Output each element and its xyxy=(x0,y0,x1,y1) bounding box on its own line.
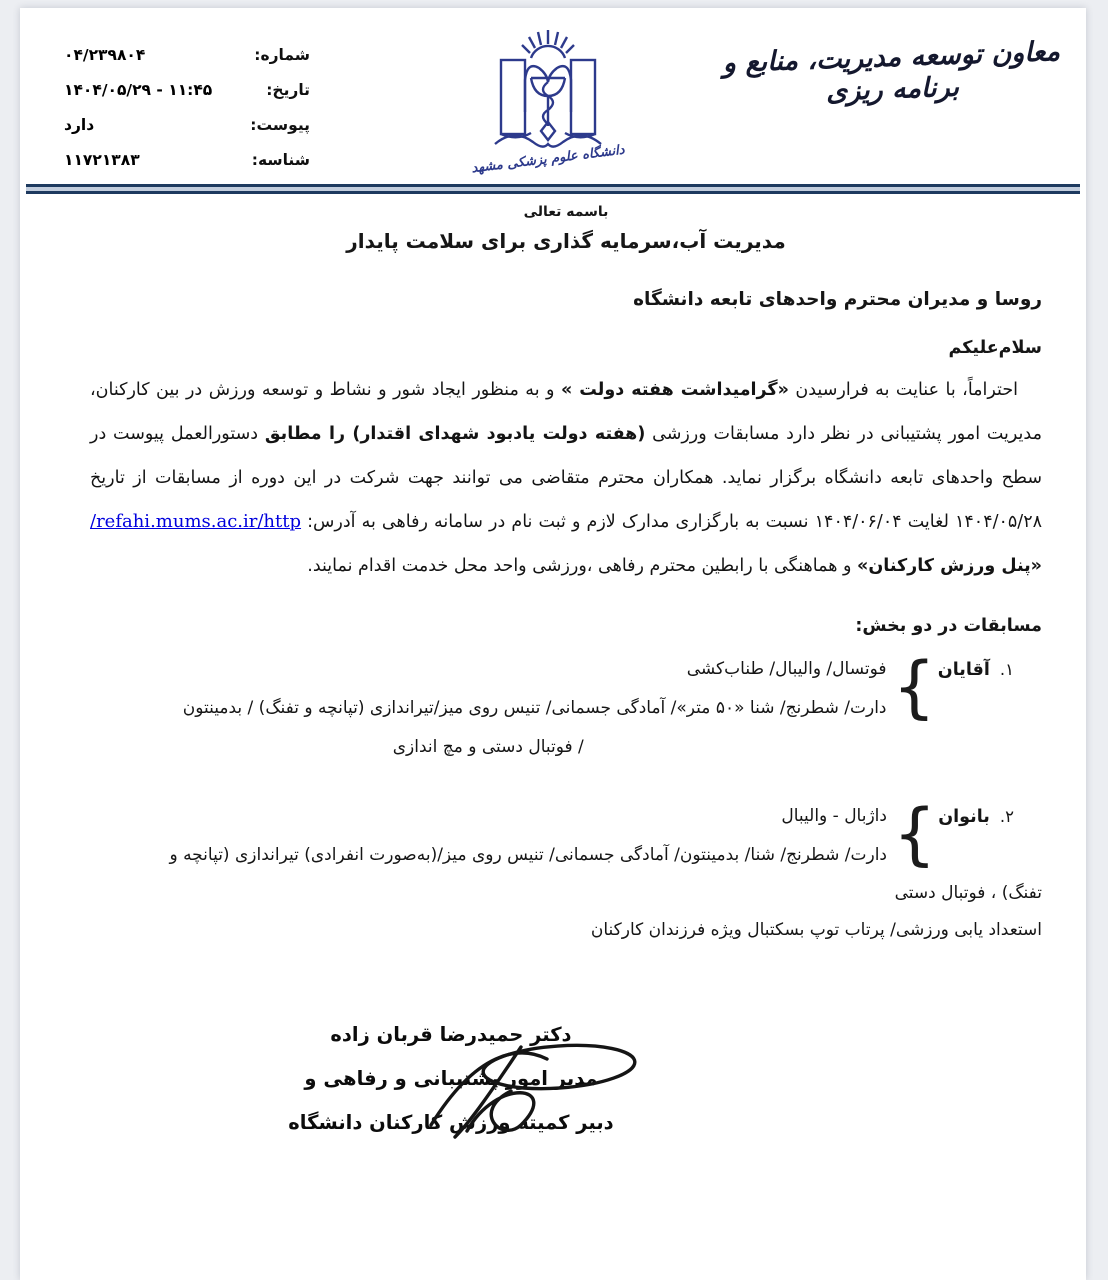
paragraph-text: و به منظور ایجاد شور و نشاط و توسعه ورزش در بین کارکنان، مدیریت امور پشتیبانی در نظر دارد مسابقات ورزشی xyxy=(90,380,1042,444)
main-paragraph xyxy=(90,368,1042,588)
section-number: ۱. xyxy=(999,660,1014,679)
sport-list-line: تفنگ) ، فوتبال دستی xyxy=(894,883,1042,903)
meta-value: دارد xyxy=(64,116,95,134)
meta-label: پیوست: xyxy=(250,116,310,134)
paragraph-text: دستورالعمل پیوست در سطح واحدهای تابعه دانشگاه برگزار نماید. همکاران محترم متقاضی می توانند جهت شرکت در این دوره از مسابقات از تاریخ ۱۴۰۴/۰۵/۲۸ لغایت ۱۴۰۴/۰۶/۰۴ نسبت به بارگزاری مدارک لازم و ثبت نام در سامانه رفاهی به آدرس: xyxy=(90,424,1042,532)
letter-body xyxy=(20,204,1086,1145)
refahi-portal-link[interactable]: /refahi.mums.ac.ir/http xyxy=(90,511,302,532)
meta-row-number xyxy=(62,46,310,81)
section-women-row xyxy=(90,797,1042,875)
bismillah: باسمه تعالی xyxy=(523,204,609,220)
sections-heading: مسابقات در دو بخش: xyxy=(855,616,1042,636)
paragraph-text: احتراماً، با عنایت به فرارسیدن xyxy=(788,380,1019,400)
bold-staff-sport-panel: «پنل ورزش کارکنان» xyxy=(857,556,1042,576)
meta-value: ۰۴/۲۳۹۸۰۴ xyxy=(64,46,146,64)
meta-label: شماره: xyxy=(254,46,310,64)
signer-title-1: مدیر امور پشتیبانی و رفاهی و xyxy=(304,1067,598,1090)
logo-caption: دانشگاه علوم پزشکی مشهد xyxy=(470,142,626,177)
meta-row-date xyxy=(62,81,310,116)
bold-event-title: (هفته دولت یادبود شهدای اقتدار) را مطابق xyxy=(264,424,646,444)
salutation: سلام‌علیکم xyxy=(948,338,1042,358)
addressee-line: روسا و مدیران محترم واحدهای تابعه دانشگاه xyxy=(633,289,1042,310)
meta-row-attachment xyxy=(62,116,310,151)
signer-title-2: دبیر کمیته ورزش کارکنان دانشگاه xyxy=(288,1111,614,1134)
section-men-row xyxy=(90,650,1042,767)
bold-government-week: «گرامیداشت هفته دولت » xyxy=(560,380,789,400)
letter-page xyxy=(20,8,1086,1280)
meta-value: ۱۱۷۲۱۳۸۳ xyxy=(64,151,140,169)
sport-list-line: دارت/ شطرنج/ شنا «۵۰ متر»/ آمادگی جسمانی/ تنیس روی میز/تیراندازی (تپانچه و تفنگ) / بدمینتون xyxy=(182,698,887,718)
meta-label: شناسه: xyxy=(251,151,310,169)
section-men-lines xyxy=(90,650,887,767)
paragraph-text: و هماهنگی با رابطین محترم رفاهی ،ورزشی واحد محل خدمت اقدام نمایند. xyxy=(307,556,858,576)
meta-value: ۱۴۰۴/۰۵/۲۹ - ۱۱:۴۵ xyxy=(64,81,213,99)
section-women xyxy=(90,797,1042,949)
letterhead xyxy=(20,8,1086,178)
section-title-women: بانوان xyxy=(938,807,990,827)
section-women-lines xyxy=(90,797,887,875)
signature-block xyxy=(288,1013,613,1145)
brace-icon: { xyxy=(892,795,937,874)
sport-list-line: داژبال - والیبال xyxy=(781,806,887,826)
section-men xyxy=(90,650,1042,767)
sport-list-line: / فوتبال دستی و مچ اندازی xyxy=(392,737,584,757)
university-emblem-icon xyxy=(487,26,609,152)
slogan: مدیریت آب،سرمایه گذاری برای سلامت پایدار xyxy=(346,229,786,253)
sport-list-line: فوتسال/ والیبال/ طناب‌کشی xyxy=(686,659,887,679)
brace-icon: { xyxy=(892,648,936,727)
header-divider xyxy=(26,184,1080,194)
university-logo xyxy=(468,26,628,177)
sport-list-line: دارت/ شطرنج/ شنا/ بدمینتون/ آمادگی جسمانی/ تنیس روی میز/(به‌صورت انفرادی) تیراندازی (تپانچه و xyxy=(169,845,887,865)
letter-metadata xyxy=(62,46,310,186)
meta-row-id xyxy=(62,151,310,186)
sport-list-line: استعداد یابی ورزشی/ پرتاب توپ بسکتبال ویژه فرزندان کارکنان xyxy=(590,920,1042,940)
deputy-calligraphy-title: معاون توسعه مدیریت، منابع و برنامه ریزی xyxy=(722,36,1061,108)
section-number: ۲. xyxy=(999,807,1014,826)
meta-label: تاریخ: xyxy=(266,81,310,99)
signer-name: دکتر حمیدرضا قربان زاده xyxy=(330,1023,572,1046)
section-title-men: آقایان xyxy=(937,660,990,680)
